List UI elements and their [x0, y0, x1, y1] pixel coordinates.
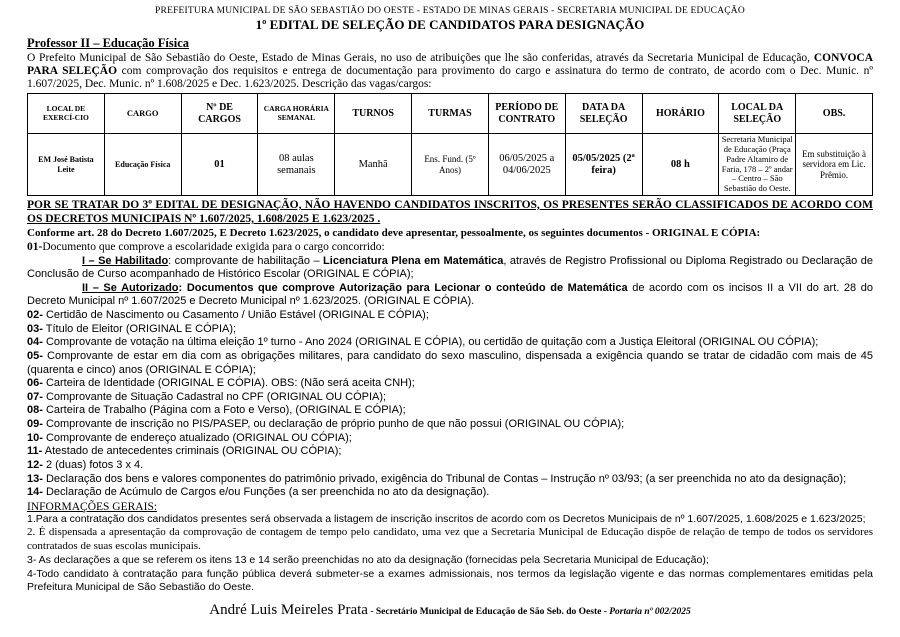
col-header-carga-horaria: CARGA HORÁRIA SEMANAL — [258, 94, 335, 134]
cell-carga-horaria: 08 aulas semanais — [258, 134, 335, 196]
general-info-title: INFORMAÇÕES GERAIS: — [27, 500, 158, 513]
signatory-name: André Luis Meireles Prata — [209, 601, 368, 618]
document-item-10: 10- Comprovante de endereço atualizado (ORIGINAL OU CÓPIA); — [27, 431, 352, 444]
cell-turnos: Manhã — [335, 134, 412, 196]
document-item-08: 08- Carteira de Trabalho (Página com a Foto e Verso), (ORIGINAL E CÓPIA); — [27, 404, 406, 417]
col-header-horario: HORÁRIO — [642, 94, 719, 134]
document-item-04: 04- Comprovante de votação na última eleição 1º turno - Ano 2024 (ORIGINAL E CÓPIA), ou certidão de quitação com a Justiça Eleitoral (ORIGINAL OU CÓPIA); — [27, 336, 819, 349]
document-item-01: 01-Documento que comprove a escolaridade exigida para o cargo concorrido: — [27, 241, 385, 254]
document-item-12: 12- 2 (duas) fotos 3 x 4. — [27, 458, 144, 471]
sub-item-autorizado: II – Se Autorizado: Documentos que comprove Autorização para Lecionar o conteúdo de Matemática de acordo com os incisos II a VII do art. 28 do Decreto Municipal nº 1.607/2025 e Decreto Municipal nº 1.623/2025. (ORIGINAL E CÓPIA). — [27, 281, 873, 308]
cell-horario: 08 h — [642, 134, 719, 196]
general-info-item-4: 4-Todo candidato à contratação para função pública deverá submeter-se a exames admissionais, nos termos da legislação vigente e das normas complementares emitidas pela Prefeitura Municipal de São Sebastião do Oeste. — [27, 567, 873, 594]
document-item-06: 06- Carteira de Identidade (ORIGINAL E CÓPIA). OBS: (Não será aceita CNH); — [27, 377, 415, 390]
document-item-09: 09- Comprovante de inscrição no PIS/PASEP, ou declaração de próprio punho de que não possui (ORIGINAL OU CÓPIA); — [27, 418, 625, 431]
signatory-separator: - — [367, 606, 376, 617]
cell-periodo-contrato: 06/05/2025 a 04/06/2025 — [488, 134, 565, 196]
intro-paragraph: O Prefeito Municipal de São Sebastião do Oeste, Estado de Minas Gerais, no uso de atribuições que lhe são conferidas, através da Secretaria Municipal de Educação, CONVOCA PARA SELEÇÃO com comprovação dos requisitos e entrega de documentação para provimento do cargo e assinatura do termo de contrato, de acordo com o Dec. Munic. nº 1.607/2025, Dec. Munic. nº 1.608/2025 e Dec. 1.623/2025. Descrição das vagas/cargos: — [27, 52, 873, 91]
col-header-periodo-contrato: PERÍODO DE CONTRATO — [488, 94, 565, 134]
col-header-obs: OBS. — [796, 94, 873, 134]
col-header-cargo: CARGO — [104, 94, 181, 134]
cell-data-selecao: 05/05/2025 (2ª feira) — [565, 134, 642, 196]
cell-turmas: Ens. Fund. (5º Anos) — [412, 134, 489, 196]
col-header-turmas: TURMAS — [412, 94, 489, 134]
document-item-07: 07- Comprovante de Situação Cadastral no CPF (ORIGINAL OU CÓPIA); — [27, 390, 387, 403]
general-info-item-2: 2. É dispensada a apresentação da comprovação de contagem de tempo pelo candidato, uma vez que a Secretaria Municipal de Educação dispõe de relação de tempo de todos os servidores contratados de suas escolas municipais. — [27, 526, 873, 553]
municipality-header: PREFEITURA MUNICIPAL DE SÃO SEBASTIÃO DO OESTE - ESTADO DE MINAS GERAIS - SECRETARIA MUNICIPAL DE EDUCAÇÃO — [155, 6, 745, 16]
sub-item-habilitado: I – Se Habilitado: comprovante de habilitação – Licenciatura Plena em Matemática, através de Registro Profissional ou Diploma Registrado ou Declaração de Conclusão de Curso acompanhado de Histórico Escolar (ORIGINAL E CÓPIA); — [27, 254, 873, 281]
signatory-role: Secretário Municipal de Educação de São Seb. do Oeste - — [375, 606, 610, 617]
classification-notice: POR SE TRATAR DO 3º EDITAL DE DESIGNAÇÃO, NÃO HAVENDO CANDIDATOS INSCRITOS, OS PRESENTES SERÃO CLASSIFICADOS DE ACORDO COM OS DECRETOS MUNICIPAIS Nº 1.607/2025, 1.608/2025 E 1.623/2025 . — [27, 198, 873, 225]
signature-line — [27, 601, 873, 619]
general-info-item-3: 3- As declarações a que se referem os itens 13 e 14 serão preenchidas no ato da designação (fornecidas pela Secretaria Municipal de Educação); — [27, 553, 709, 566]
vacancies-table — [27, 93, 873, 196]
col-header-data-selecao: DATA DA SELEÇÃO — [565, 94, 642, 134]
col-header-turnos: TURNOS — [335, 94, 412, 134]
cell-n-cargos: 01 — [181, 134, 258, 196]
document-item-14: 14- Declaração de Acúmulo de Cargos e/ou Funções (a ser preenchida no ato da designação). — [27, 486, 490, 499]
document-item-13: 13- Declaração dos bens e valores componentes do patrimônio privado, exigência do Tribunal de Contas – Instrução nº 03/93; (a ser preenchida no ato da designação); — [27, 472, 847, 485]
cell-local-exercicio: EM José Batista Leite — [28, 134, 105, 196]
document-item-05: 05- Comprovante de estar em dia com as obrigações militares, para candidato do sexo masculino, dispensada a exigência quando se tratar de cidadão com mais de 45 (quarenta e cinco) anos (ORIGINAL E CÓPIA); — [27, 349, 873, 376]
vacancy-row — [28, 134, 873, 196]
col-header-local-selecao: LOCAL DA SELEÇÃO — [719, 94, 796, 134]
edital-title: 1º EDITAL DE SELEÇÃO DE CANDIDATOS PARA DESIGNAÇÃO — [255, 17, 645, 32]
general-info-item-1: 1.Para a contratação dos candidatos presentes será observada a listagem de inscrição inscritos de acordo com os Decretos Municipais de nº 1.607/2025, 1.608/2025 e 1.623/2025; — [27, 512, 866, 525]
cell-obs: Em substituição à servidora em Lic. Prêmio. — [796, 134, 873, 196]
signatory-portaria: Portaria nº 002/2025 — [609, 606, 691, 617]
document-item-11: 11- Atestado de antecedentes criminais (ORIGINAL OU CÓPIA); — [27, 445, 342, 458]
cell-cargo: Educação Física — [104, 134, 181, 196]
position-title: Professor II – Educação Física — [27, 36, 190, 50]
col-header-local-exercicio: LOCAL DE EXERCÍ-CIO — [28, 94, 105, 134]
col-header-n-cargos: Nº DE CARGOS — [181, 94, 258, 134]
table-header-row — [28, 94, 873, 134]
document-item-02: 02- Certidão de Nascimento ou Casamento / União Estável (ORIGINAL E CÓPIA); — [27, 309, 429, 322]
document-item-03: 03- Título de Eleitor (ORIGINAL E CÓPIA); — [27, 322, 237, 335]
cell-local-selecao: Secretaria Municipal de Educação (Praça Padre Altamiro de Faria, 178 – 2º andar – Centro – São Sebastião do Oeste. — [719, 134, 796, 196]
conforme-line: Conforme art. 28 do Decreto 1.607/2025, E Decreto 1.623/2025, o candidato deve apresentar, pessoalmente, os seguintes documentos - ORIGINAL E CÓPIA: — [27, 226, 761, 239]
